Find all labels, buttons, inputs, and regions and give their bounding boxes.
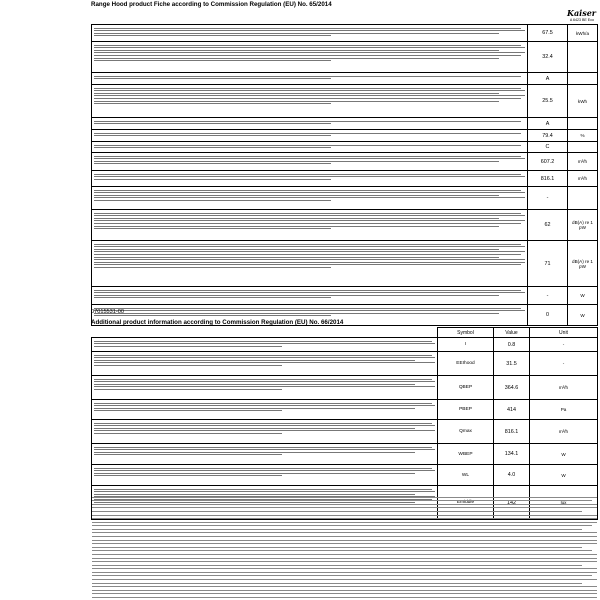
table-row [92, 25, 598, 42]
row-unit [568, 187, 598, 210]
row-value: A [528, 118, 568, 130]
table-row [92, 118, 598, 130]
row-description [92, 444, 438, 465]
row-unit [568, 73, 598, 85]
row-value: 142 [494, 486, 530, 520]
row-unit: dB(A) re 1 pW [568, 210, 598, 241]
row-value: 31.5 [494, 352, 530, 376]
table-row [92, 171, 598, 187]
row-symbol: EEIhood [438, 352, 494, 376]
row-value: A [528, 73, 568, 85]
table-row [92, 210, 598, 241]
row-symbol: PBEP [438, 400, 494, 420]
row-symbol: Emiddle [438, 486, 494, 520]
table-row [92, 241, 598, 287]
table-row [92, 376, 598, 400]
row-unit: W [568, 305, 598, 326]
table-row [92, 187, 598, 210]
row-symbol: I [438, 338, 494, 352]
fiche-title: Range Hood product Fiche according to Commission Regulation (EU) No. 65/2014 [91, 1, 332, 8]
row-unit: kWh/a [568, 25, 598, 42]
row-description [92, 465, 438, 486]
row-unit [568, 118, 598, 130]
row-description [92, 400, 438, 420]
row-unit: m³/h [530, 420, 598, 444]
row-value: 364.6 [494, 376, 530, 400]
row-value: 816.1 [494, 420, 530, 444]
row-value: - [528, 287, 568, 305]
header-value: Value [494, 328, 530, 338]
table-row [92, 85, 598, 118]
row-description [92, 241, 528, 287]
row-value: 816.1 [528, 171, 568, 187]
row-unit: m³/h [568, 153, 598, 171]
table-row [92, 130, 598, 142]
row-unit [568, 42, 598, 73]
row-description [92, 118, 528, 130]
table-row [92, 338, 598, 352]
row-symbol: QBEP [438, 376, 494, 400]
table-row [92, 153, 598, 171]
row-unit [568, 142, 598, 153]
model-number: A 6423 BE Eco [569, 18, 594, 22]
row-description [92, 142, 528, 153]
brand-logo: Kaiser [567, 8, 596, 18]
row-value: 414 [494, 400, 530, 420]
row-value: 32.4 [528, 42, 568, 73]
row-description [92, 210, 528, 241]
row-value: 4.0 [494, 465, 530, 486]
row-value: - [528, 187, 568, 210]
row-value: 134.1 [494, 444, 530, 465]
header-symbol: Symbol [438, 328, 494, 338]
fiche-table [91, 24, 598, 326]
row-value: 79.4 [528, 130, 568, 142]
row-description [92, 420, 438, 444]
row-value: 25.5 [528, 85, 568, 118]
header-spacer [92, 328, 438, 338]
row-value: C [528, 142, 568, 153]
table-row [92, 287, 598, 305]
row-unit: W [568, 287, 598, 305]
row-unit: dB(A) re 1 pW [568, 241, 598, 287]
additional-info-title: Additional product information according to Commission Regulation (EU) No. 66/2014 [91, 319, 344, 326]
table-row [92, 73, 598, 85]
row-unit: W [530, 465, 598, 486]
row-description [92, 85, 528, 118]
row-description [92, 130, 528, 142]
table-row [92, 400, 598, 420]
row-description [92, 171, 528, 187]
row-symbol: WL [438, 465, 494, 486]
row-unit: - [530, 338, 598, 352]
row-value: 607.2 [528, 153, 568, 171]
row-unit: Pa [530, 400, 598, 420]
footnotes-fine-print [92, 494, 597, 600]
row-unit: lux [530, 486, 598, 520]
row-symbol: Qmax [438, 420, 494, 444]
row-description [92, 376, 438, 400]
row-unit: kWh [568, 85, 598, 118]
row-description [92, 338, 438, 352]
row-unit: m³/h [568, 171, 598, 187]
table-row [92, 352, 598, 376]
table-row [92, 444, 598, 465]
row-unit: W [530, 444, 598, 465]
row-unit: m³/h [530, 376, 598, 400]
row-description [92, 187, 528, 210]
row-description [92, 73, 528, 85]
row-description [92, 42, 528, 73]
row-unit: - [530, 352, 598, 376]
table-row [92, 142, 598, 153]
row-description [92, 352, 438, 376]
table-header-row [92, 328, 598, 338]
header-unit: Unit [530, 328, 598, 338]
row-description [92, 287, 528, 305]
table-row [92, 42, 598, 73]
row-value: 71 [528, 241, 568, 287]
row-value: 0.8 [494, 338, 530, 352]
row-value: 0 [528, 305, 568, 326]
table-row [92, 420, 598, 444]
row-description [92, 153, 528, 171]
row-description [92, 25, 528, 42]
table-row [92, 465, 598, 486]
reference-number: 07015531-00 [91, 309, 124, 315]
row-value: 67.5 [528, 25, 568, 42]
row-unit: % [568, 130, 598, 142]
additional-info-table [91, 327, 598, 520]
row-value: 62 [528, 210, 568, 241]
row-symbol: WBEP [438, 444, 494, 465]
